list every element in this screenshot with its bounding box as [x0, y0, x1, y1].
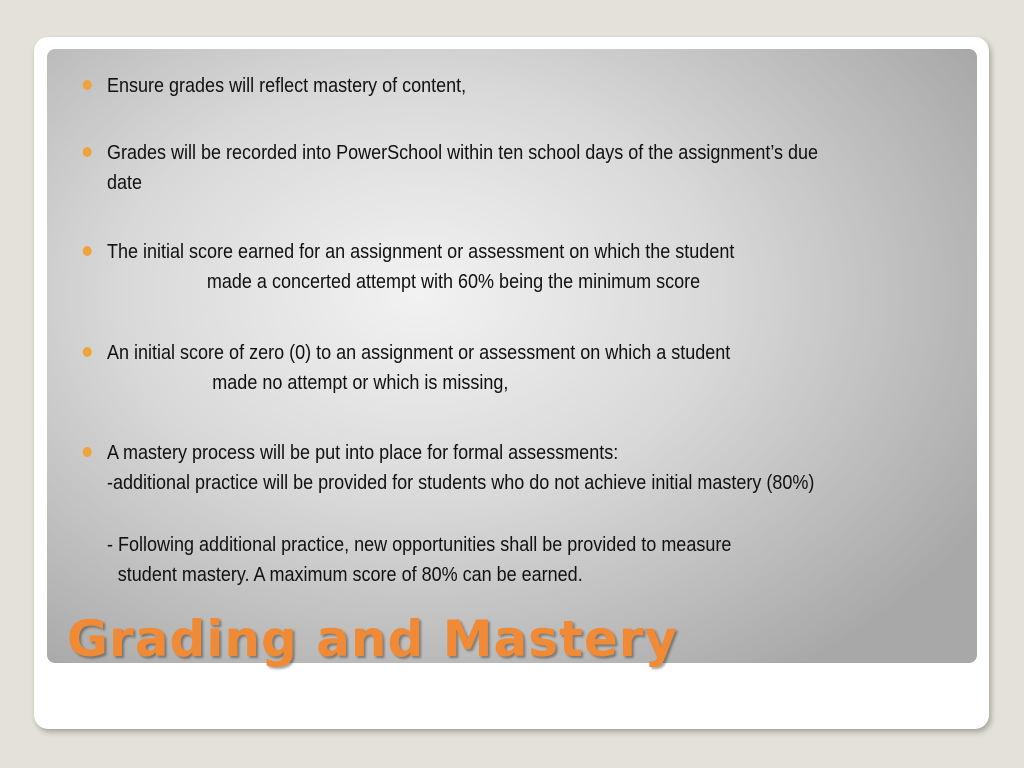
bullet-dot-icon [83, 147, 92, 157]
bullet-dot-icon [83, 347, 92, 357]
bullet-text: An initial score of zero (0) to an assignment or assessment on which a student [107, 342, 731, 364]
bullet-text: A mastery process will be put into place for formal assessments: [107, 442, 619, 464]
bullet-text: Ensure grades will reflect mastery of content, [107, 75, 467, 97]
bullet-text: student mastery. A maximum score of 80% can be earned. [117, 564, 583, 586]
bullet-text: made no attempt or which is missing, [212, 372, 509, 394]
bullet-text: The initial score earned for an assignment or assessment on which the student [107, 241, 735, 263]
bullet-item-powerschool [107, 138, 818, 198]
bullet-dot-icon [83, 447, 92, 457]
bullet-item-zero-score [107, 338, 730, 398]
bullet-text: -additional practice will be provided for students who do not achieve initial mastery (80%) [107, 472, 815, 494]
bullet-text: - Following additional practice, new opportunities shall be provided to measure [107, 534, 732, 556]
bullet-text: made a concerted attempt with 60% being the minimum score [206, 271, 701, 293]
bullet-item-initial-score [107, 237, 734, 297]
bullet-dot-icon [83, 246, 92, 256]
bullet-text: date [107, 172, 143, 194]
bullet-spacer [107, 498, 814, 530]
bullet-item-mastery-process [107, 438, 814, 590]
bullet-dot-icon [83, 80, 92, 90]
bullet-text: Grades will be recorded into PowerSchool within ten school days of the assignment’s due [107, 142, 819, 164]
slide-title: Grading and Mastery [67, 610, 679, 668]
bullet-item-grades-mastery [107, 71, 466, 101]
